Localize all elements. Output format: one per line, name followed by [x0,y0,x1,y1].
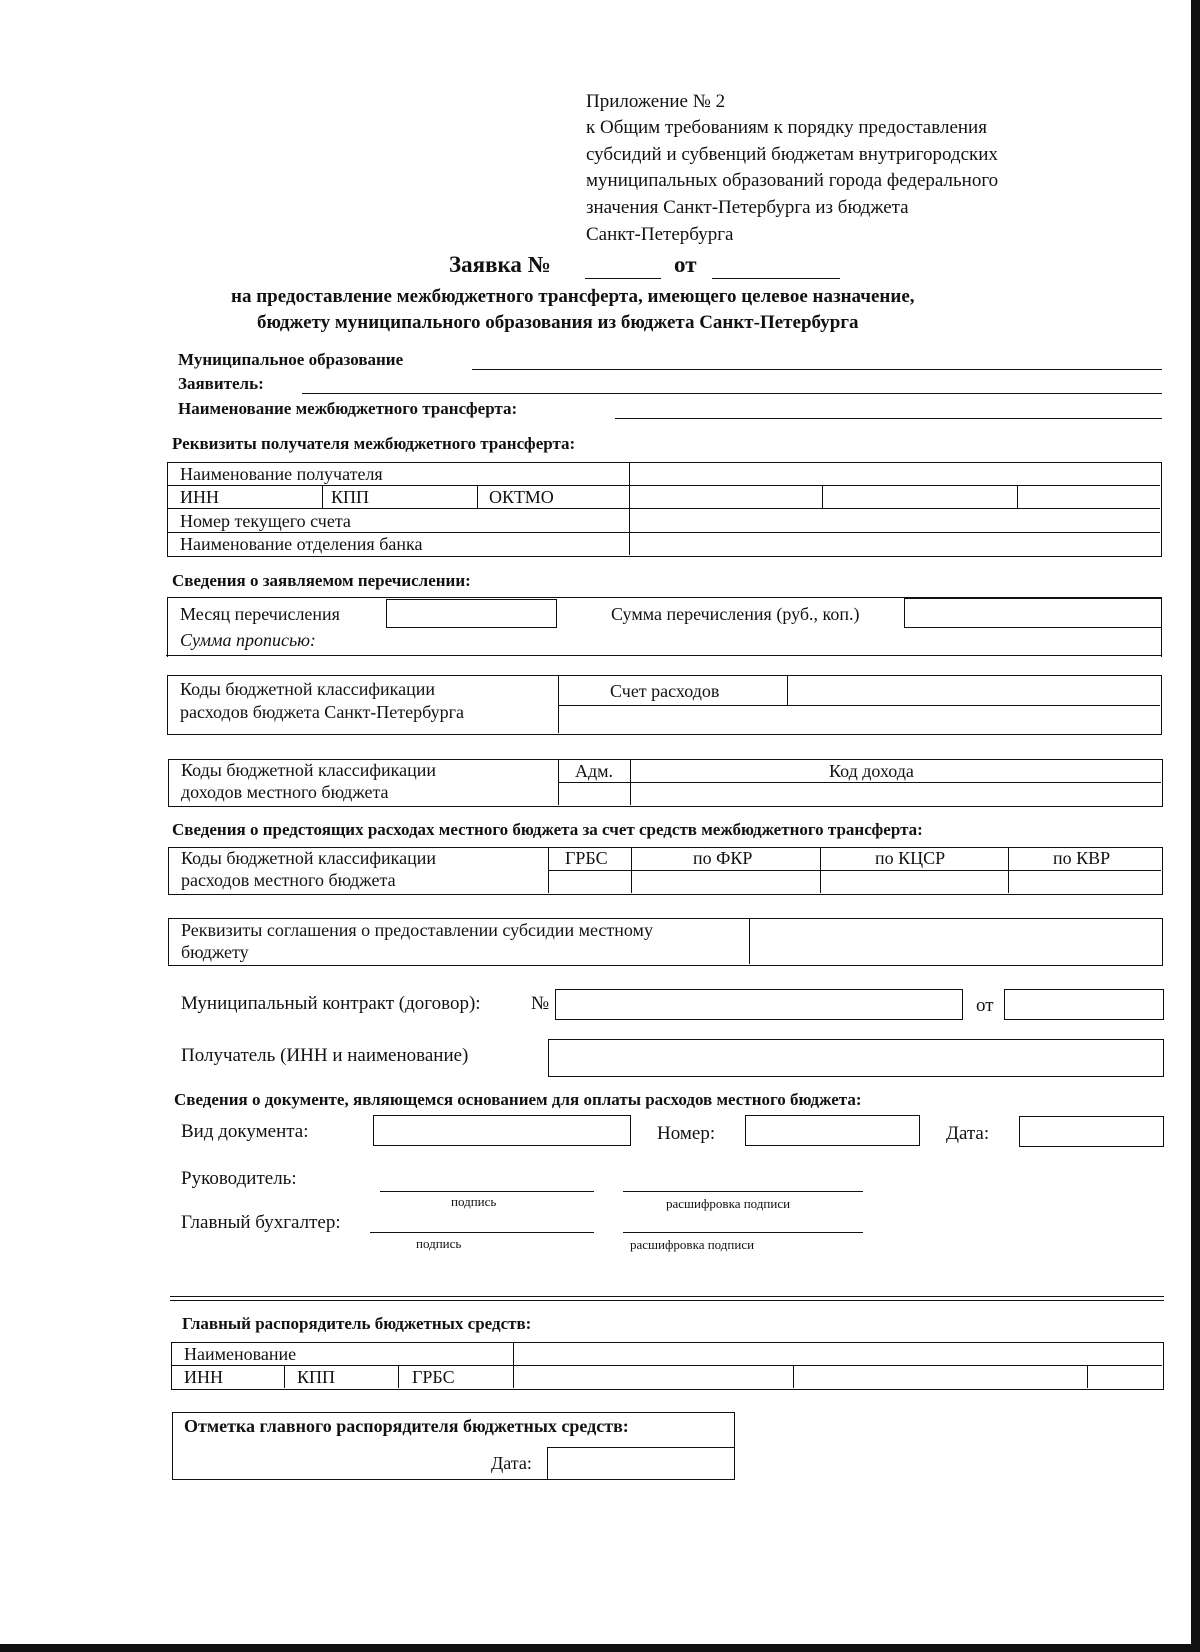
manager-grbs-label: ГРБС [412,1367,455,1387]
transfer-title: Сведения о заявляемом перечислении: [172,571,471,590]
head-label: Руководитель: [181,1168,297,1189]
agreement-table [168,918,1163,966]
expenses-table [168,847,1163,895]
fkr-value[interactable] [633,872,819,893]
recipient-kpp-label: КПП [331,487,370,507]
contract-number-input[interactable] [555,989,963,1020]
fkr-label: по ФКР [693,848,753,868]
form-subtitle: на предоставление межбюджетного трансферта, имеющего целевое назначение, [231,286,915,307]
local-income-label: Коды бюджетной классификации [181,760,436,780]
recipient-inn-label: ИНН [180,487,219,507]
signature-caption: подпись [416,1236,462,1251]
contract-date-input[interactable] [1004,989,1164,1020]
signature-caption: подпись [451,1194,497,1209]
scan-edge [1191,0,1200,1652]
document-number-input[interactable] [745,1115,920,1146]
document-date-input[interactable] [1019,1116,1164,1147]
amount-input[interactable] [904,598,1162,628]
number-sign: № [531,993,550,1014]
manager-inn-label: ИНН [184,1367,223,1387]
agreement-value[interactable] [751,919,1161,964]
amount-words-label: Сумма прописью: [180,630,316,650]
transfer-name-field[interactable] [615,418,1162,419]
application-number-line[interactable] [585,278,661,279]
income-code-value[interactable] [632,784,1160,805]
recipient-oktmo-label: ОКТМО [489,487,554,507]
local-income-label: доходов местного бюджета [181,782,389,802]
contract-ot-label: от [976,995,994,1016]
head-decoding-line[interactable] [623,1191,863,1192]
recipient-kpp-value[interactable] [824,487,1016,507]
recipient-bank-value[interactable] [631,534,1159,555]
mark-title: Отметка главного распорядителя бюджетных средств: [184,1416,629,1436]
document-title: Сведения о документе, являющемся основанием для оплаты расходов местного бюджета: [174,1090,862,1109]
spb-codes-value[interactable] [560,707,1159,733]
kvr-value[interactable] [1010,872,1161,893]
annex-line: Приложение № 2 [586,91,726,112]
municipality-label: Муниципальное образование [178,350,404,369]
recipient-account-label: Номер текущего счета [180,511,351,531]
manager-kpp-value[interactable] [795,1367,1086,1388]
main-manager-table [171,1342,1164,1390]
agreement-label: Реквизиты соглашения о предоставлении субсидии местному [181,920,653,940]
recipient-inn-name-input[interactable] [548,1039,1164,1077]
recipient-account-value[interactable] [631,510,1159,531]
income-code-label: Код дохода [829,761,914,781]
mark-date-input[interactable] [547,1447,734,1479]
manager-mark-box [172,1412,735,1480]
manager-name-label: Наименование [184,1344,297,1364]
decoding-caption: расшифровка подписи [630,1237,755,1252]
month-input[interactable] [386,599,557,628]
annex-line: субсидий и субвенций бюджетам внутригородских [586,144,998,165]
head-signature-line[interactable] [380,1191,594,1192]
manager-name-value[interactable] [515,1343,1162,1364]
annex-line: Санкт-Петербурга [586,224,734,245]
recipient-title: Реквизиты получателя межбюджетного трансферта: [172,434,576,453]
scan-edge [0,1644,1200,1652]
kcsr-label: по КЦСР [875,848,946,868]
form-title-ot: от [674,252,697,277]
spb-codes-label: Коды бюджетной классификации [180,679,435,699]
local-income-table [168,759,1163,807]
accountant-decoding-line[interactable] [623,1232,863,1233]
applicant-field[interactable] [302,393,1162,394]
transfer-name-label: Наименование межбюджетного трансферта: [178,399,518,418]
manager-grbs-value[interactable] [1089,1367,1162,1388]
main-manager-title: Главный распорядитель бюджетных средств: [182,1314,532,1333]
kcsr-value[interactable] [822,872,1007,893]
accountant-signature-line[interactable] [370,1232,594,1233]
recipient-inn-value[interactable] [631,487,821,507]
form-title: Заявка № [449,252,551,277]
manager-kpp-label: КПП [297,1367,336,1387]
agreement-label: бюджету [181,942,249,962]
expenses-codes-label: расходов местного бюджета [181,870,396,890]
annex-line: к Общим требованиям к порядку предоставления [586,117,987,138]
expenses-title: Сведения о предстоящих расходах местного бюджета за счет средств межбюджетного трансферта: [172,820,923,839]
separator-line [170,1300,1164,1301]
recipient-name-value[interactable] [631,463,1159,484]
application-date-line[interactable] [712,278,840,279]
amount-label: Сумма перечисления (руб., коп.) [611,604,860,624]
annex-line: значения Санкт-Петербурга из бюджета [586,197,909,218]
expenses-codes-label: Коды бюджетной классификации [181,848,436,868]
document-kind-input[interactable] [373,1115,631,1146]
annex-line: муниципальных образований города федерального [586,170,999,191]
document-number-label: Номер: [657,1123,716,1144]
separator-line [170,1296,1164,1297]
spb-codes-label: расходов бюджета Санкт-Петербурга [180,702,464,722]
mark-date-label: Дата: [491,1453,532,1473]
spb-codes-table [167,675,1162,735]
applicant-label: Заявитель: [178,374,264,393]
contract-label: Муниципальный контракт (договор): [181,993,481,1014]
chief-accountant-label: Главный бухгалтер: [181,1212,341,1233]
decoding-caption: расшифровка подписи [666,1196,791,1211]
manager-inn-value[interactable] [515,1367,792,1388]
adm-label: Адм. [575,761,614,781]
recipient-table [167,462,1162,557]
expense-account-value[interactable] [789,676,1159,704]
kvr-label: по КВР [1053,848,1111,868]
grbs-label: ГРБС [565,848,608,868]
month-label: Месяц перечисления [180,604,340,624]
expense-account-label: Счет расходов [610,681,720,701]
grbs-value[interactable] [550,872,630,893]
recipient-oktmo-value[interactable] [1019,487,1159,507]
transfer-section [167,597,1162,657]
adm-value[interactable] [560,784,629,805]
recipient-name-label: Наименование получателя [180,464,383,484]
document-date-label: Дата: [946,1123,990,1144]
municipality-field[interactable] [472,369,1162,370]
recipient-bank-label: Наименование отделения банка [180,534,423,554]
document-kind-label: Вид документа: [181,1121,309,1142]
form-subtitle: бюджету муниципального образования из бюджета Санкт-Петербурга [257,312,859,333]
recipient-inn-name-label: Получатель (ИНН и наименование) [181,1045,469,1066]
